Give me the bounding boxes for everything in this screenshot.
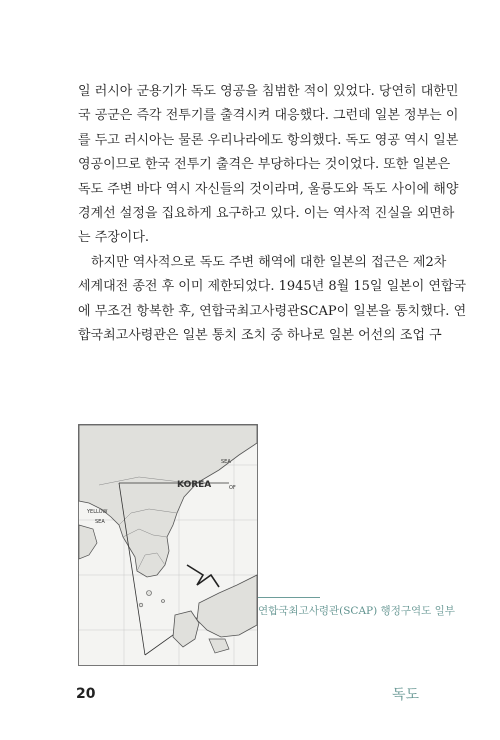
text-line: 를 두고 러시아는 물론 우리나라에도 항의했다. 독도 영공 역시 일본 <box>78 132 459 148</box>
running-title: 독도 <box>392 687 420 703</box>
text-line: 하지만 역사적으로 독도 주변 해역에 대한 일본의 접근은 제2차 <box>91 254 447 270</box>
text-line: 합국최고사령관은 일본 통치 조치 중 하나로 일본 어선의 조업 구 <box>78 327 442 343</box>
map-label-sea: SEA <box>95 519 105 525</box>
text-line: 일 러시아 군용기가 독도 영공을 침범한 적이 있었다. 당연히 대한민 <box>78 84 459 99</box>
page-number: 20 <box>76 686 96 702</box>
text-line: 국 공군은 즉각 전투기를 출격시켜 대응했다. 그런데 일본 정부는 이 <box>78 108 459 124</box>
caption-rule <box>258 597 320 598</box>
text-line: 세계대전 종전 후 이미 제한되었다. 1945년 8월 15일 일본이 연합국 <box>78 279 467 295</box>
map-label-sea-of: SEA <box>221 459 231 465</box>
map-label-korea: KOREA <box>177 480 212 490</box>
map-drawing <box>79 425 257 665</box>
body-text <box>78 80 467 348</box>
text-line: 에 무조건 항복한 후, 연합국최고사령관SCAP이 일본을 통치했다. 연 <box>78 303 467 319</box>
text-line: 영공이므로 한국 전투기 출격은 부당하다는 것이었다. 또한 일본은 <box>78 157 451 173</box>
map-label-yellow: YELLOW <box>87 509 108 515</box>
text-line: 경계선 설정을 집요하게 요구하고 있다. 이는 역사적 진실을 외면하 <box>78 205 455 221</box>
text-line: 독도 주변 바다 역시 자신들의 것이라며, 울릉도와 독도 사이에 해양 <box>78 181 459 197</box>
map-label-of-japan: OF <box>229 485 236 491</box>
figure-caption: 연합국최고사령관(SCAP) 행정구역도 일부 <box>258 605 455 617</box>
text-line: 는 주장이다. <box>78 230 150 246</box>
scap-map-figure <box>78 424 258 666</box>
